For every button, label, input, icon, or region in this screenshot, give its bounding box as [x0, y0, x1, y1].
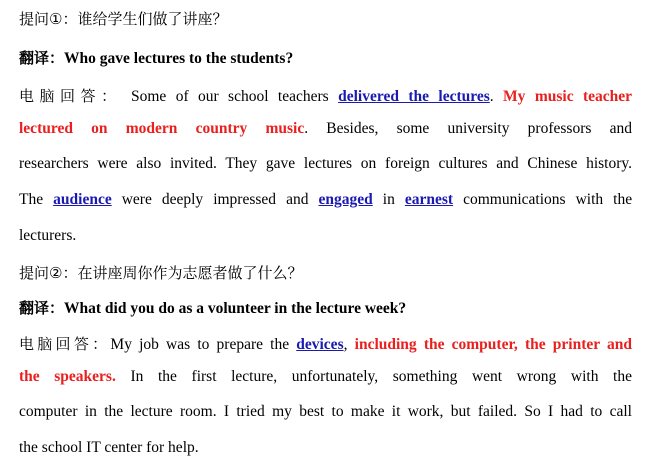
answer-label: 电脑回答：	[19, 335, 111, 353]
answer-text: ,	[343, 336, 348, 353]
highlight-text: My music teacher	[503, 88, 633, 105]
answer-2-line-4	[19, 439, 632, 457]
answer-2-line-2	[19, 368, 632, 386]
question-2	[19, 262, 632, 283]
answer-text: Some of our school teachers	[131, 88, 329, 105]
answer-2-line-1	[19, 333, 632, 354]
answer-text: in	[382, 191, 395, 208]
answer-1-line-2	[19, 120, 632, 138]
keyword-earnest: earnest	[404, 191, 454, 208]
answer-text: computer in the lecture room. I tried my best to make it work, but failed. So I had to call	[19, 403, 632, 420]
highlight-text: the speakers.	[19, 368, 116, 385]
keyword-delivered-the-lectures: delivered the lectures	[338, 88, 490, 105]
answer-1-line-5	[19, 227, 632, 245]
answer-text: the school IT center for help.	[19, 439, 199, 456]
answer-text: The	[19, 191, 44, 208]
answer-label: 电脑回答：	[19, 87, 122, 105]
keyword-devices: devices	[296, 336, 344, 353]
translation-2	[19, 297, 632, 318]
translation-label: 翻译：	[19, 299, 65, 317]
keyword-engaged: engaged	[318, 191, 373, 208]
answer-text: . Besides, some university professors and	[304, 120, 632, 137]
answer-text: lecturers.	[19, 227, 77, 244]
answer-2-line-3	[19, 403, 632, 421]
answer-text: My job was to prepare the	[110, 336, 290, 353]
answer-1-line-1	[19, 85, 632, 106]
answer-1-line-3	[19, 155, 632, 173]
answer-text: were deeply impressed and	[121, 191, 309, 208]
answer-text: communications with the	[463, 191, 633, 208]
answer-1-line-4	[19, 191, 632, 209]
question-1-text: 提问①：谁给学生们做了讲座？	[19, 10, 228, 28]
question-2-text: 提问②：在讲座周你作为志愿者做了什么？	[19, 264, 303, 282]
answer-text: In the first lecture, unfortunately, something went wrong with the	[130, 368, 632, 385]
answer-text: researchers were also invited. They gave lectures on foreign cultures and Chinese history.	[19, 155, 632, 172]
highlight-text: lectured on modern country music	[19, 120, 305, 137]
answer-text: .	[489, 88, 494, 105]
highlight-text: including the computer, the printer and	[354, 336, 632, 353]
question-1	[19, 8, 632, 29]
translation-label: 翻译：	[19, 49, 65, 67]
translation-text: Who gave lectures to the students?	[64, 50, 294, 67]
keyword-audience: audience	[53, 191, 112, 208]
translation-1	[19, 47, 632, 68]
translation-text: What did you do as a volunteer in the lecture week?	[64, 300, 407, 317]
